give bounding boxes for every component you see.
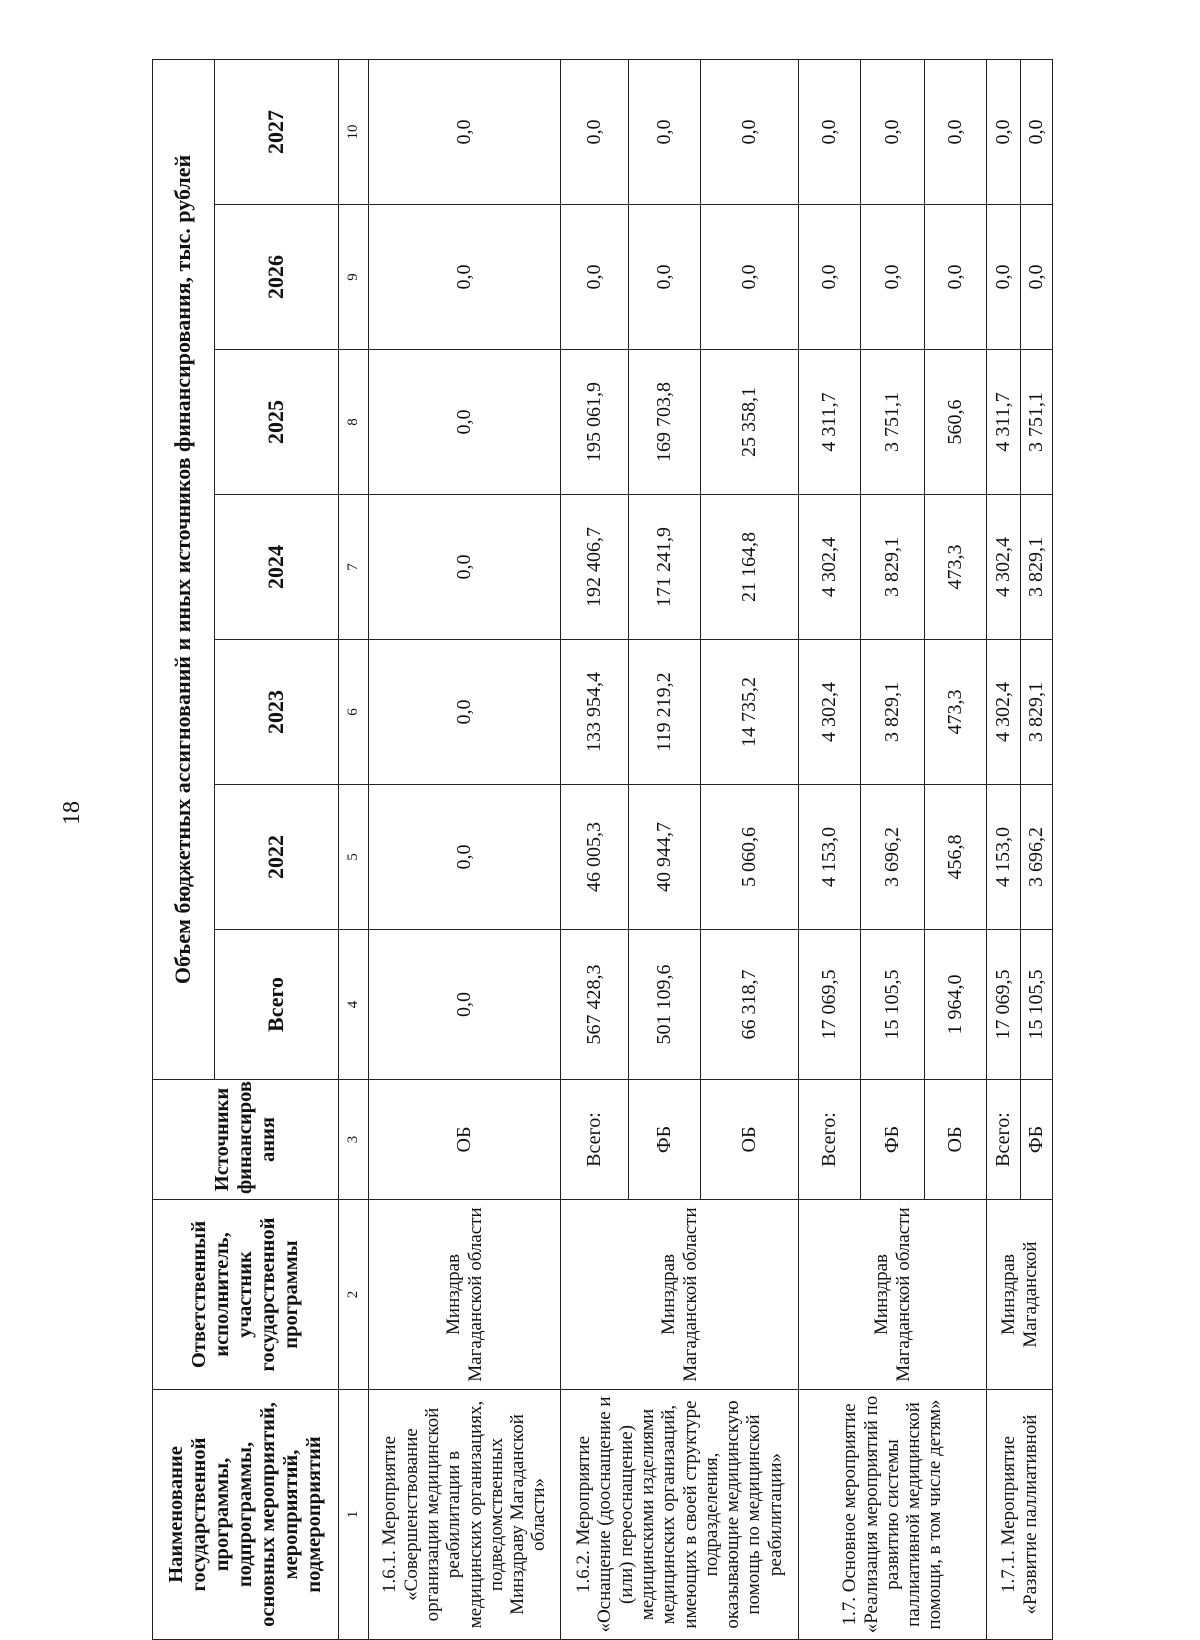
source-cell: ФБ: [861, 1080, 925, 1200]
value-cell: 133 954,4: [561, 640, 629, 785]
source-cell: ОБ: [369, 1080, 561, 1200]
value-cell: 0,0: [799, 205, 861, 350]
measure-name-cell: 1.6.2. Мероприятие «Оснащение (дооснащение и (или) переоснащение) медицинскими изделиями медицинских организаций, имеющих в своей структуре подразделения, оказывающие медицинскую помощь по медицинской реабилитации»: [561, 1390, 799, 1640]
value-cell: 567 428,3: [561, 930, 629, 1080]
value-cell: 0,0: [369, 350, 561, 495]
executor-cell: Минздрав Магаданской области: [561, 1200, 799, 1390]
header-col-source: Источники финансиров ания: [153, 1080, 339, 1200]
value-cell: 0,0: [561, 205, 629, 350]
value-cell: 0,0: [701, 59, 799, 204]
value-cell: 4 311,7: [799, 350, 861, 495]
column-number: 7: [339, 495, 369, 640]
value-cell: 4 302,4: [799, 640, 861, 785]
value-cell: 0,0: [369, 785, 561, 930]
value-cell: 4 153,0: [799, 785, 861, 930]
value-cell: 3 751,1: [1021, 350, 1053, 495]
column-number: 2: [339, 1200, 369, 1390]
value-cell: 3 696,2: [861, 785, 925, 930]
header-funding-group: Объем бюджетных ассигнований и иных источников финансирования, тыс. рублей: [153, 59, 215, 1079]
value-cell: 0,0: [369, 930, 561, 1080]
value-cell: 0,0: [925, 59, 987, 204]
header-row-1: [153, 59, 215, 1639]
value-cell: 560,6: [925, 350, 987, 495]
value-cell: 0,0: [629, 205, 701, 350]
value-cell: 0,0: [925, 205, 987, 350]
value-cell: 46 005,3: [561, 785, 629, 930]
value-cell: 1 964,0: [925, 930, 987, 1080]
value-cell: 3 829,1: [1021, 640, 1053, 785]
source-cell: ФБ: [629, 1080, 701, 1200]
value-cell: 25 358,1: [701, 350, 799, 495]
value-cell: 5 060,6: [701, 785, 799, 930]
column-number: 5: [339, 785, 369, 930]
executor-cell: Минздрав Магаданской области: [369, 1200, 561, 1390]
value-cell: 40 944,7: [629, 785, 701, 930]
header-year: Всего: [215, 930, 339, 1080]
value-cell: 4 302,4: [987, 495, 1021, 640]
executor-cell: Минздрав Магаданской: [987, 1200, 1053, 1390]
value-cell: 0,0: [629, 59, 701, 204]
value-cell: 0,0: [1021, 59, 1053, 204]
header-year: 2026: [215, 205, 339, 350]
funding-table: [152, 59, 1053, 1640]
value-cell: 0,0: [701, 205, 799, 350]
value-cell: 456,8: [925, 785, 987, 930]
value-cell: 15 105,5: [1021, 930, 1053, 1080]
header-year: 2024: [215, 495, 339, 640]
value-cell: 17 069,5: [987, 930, 1021, 1080]
value-cell: 0,0: [369, 205, 561, 350]
table-row: [799, 59, 861, 1639]
value-cell: 17 069,5: [799, 930, 861, 1080]
value-cell: 0,0: [987, 59, 1021, 204]
value-cell: 0,0: [1021, 205, 1053, 350]
value-cell: 0,0: [861, 59, 925, 204]
column-number: 9: [339, 205, 369, 350]
header-year: 2025: [215, 350, 339, 495]
value-cell: 3 829,1: [1021, 495, 1053, 640]
source-cell: ОБ: [701, 1080, 799, 1200]
column-number: 3: [339, 1080, 369, 1200]
header-year: 2023: [215, 640, 339, 785]
value-cell: 0,0: [861, 205, 925, 350]
value-cell: 195 061,9: [561, 350, 629, 495]
value-cell: 4 302,4: [799, 495, 861, 640]
column-number: 6: [339, 640, 369, 785]
column-numbers-row: [339, 59, 369, 1639]
value-cell: 171 241,9: [629, 495, 701, 640]
measure-name-cell: 1.6.1. Мероприятие «Совершенствование организации медицинской реабилитации в медицинских организациях, подведомственных Минздраву Магаданской области»: [369, 1390, 561, 1640]
value-cell: 0,0: [369, 495, 561, 640]
value-cell: 501 109,6: [629, 930, 701, 1080]
header-year: 2022: [215, 785, 339, 930]
column-number: 4: [339, 930, 369, 1080]
value-cell: 3 829,1: [861, 640, 925, 785]
measure-name-cell: 1.7.1. Мероприятие «Развитие паллиативной: [987, 1390, 1053, 1640]
source-cell: ФБ: [1021, 1080, 1053, 1200]
source-cell: Всего:: [987, 1080, 1021, 1200]
column-number: 1: [339, 1390, 369, 1640]
value-cell: 0,0: [799, 59, 861, 204]
rotated-table-wrapper: [152, 60, 1052, 1640]
source-cell: ОБ: [925, 1080, 987, 1200]
value-cell: 473,3: [925, 495, 987, 640]
value-cell: 119 219,2: [629, 640, 701, 785]
measure-name-cell: 1.7. Основное мероприятие «Реализация мероприятий по развитию системы паллиативной медицинской помощи, в том числе детям»: [799, 1390, 987, 1640]
value-cell: 21 164,8: [701, 495, 799, 640]
value-cell: 3 751,1: [861, 350, 925, 495]
table-row: [561, 59, 629, 1639]
value-cell: 15 105,5: [861, 930, 925, 1080]
value-cell: 4 153,0: [987, 785, 1021, 930]
column-number: 10: [339, 59, 369, 204]
page-number: 18: [59, 801, 85, 825]
source-cell: Всего:: [799, 1080, 861, 1200]
table-row: [369, 59, 561, 1639]
value-cell: 4 311,7: [987, 350, 1021, 495]
value-cell: 0,0: [369, 640, 561, 785]
source-cell: Всего:: [561, 1080, 629, 1200]
column-number: 8: [339, 350, 369, 495]
header-col-name: Наименование государственной программы, подпрограммы, основных мероприятий, мероприятий, подмероприятий: [153, 1390, 339, 1640]
table-row: [987, 59, 1021, 1639]
value-cell: 0,0: [561, 59, 629, 204]
value-cell: 0,0: [987, 205, 1021, 350]
value-cell: 473,3: [925, 640, 987, 785]
value-cell: 14 735,2: [701, 640, 799, 785]
value-cell: 3 696,2: [1021, 785, 1053, 930]
value-cell: 66 318,7: [701, 930, 799, 1080]
header-col-executor: Ответственный исполнитель, участник государственной программы: [153, 1200, 339, 1390]
header-year: 2027: [215, 59, 339, 204]
value-cell: 169 703,8: [629, 350, 701, 495]
value-cell: 0,0: [369, 59, 561, 204]
value-cell: 4 302,4: [987, 640, 1021, 785]
value-cell: 192 406,7: [561, 495, 629, 640]
value-cell: 3 829,1: [861, 495, 925, 640]
executor-cell: Минздрав Магаданской области: [799, 1200, 987, 1390]
